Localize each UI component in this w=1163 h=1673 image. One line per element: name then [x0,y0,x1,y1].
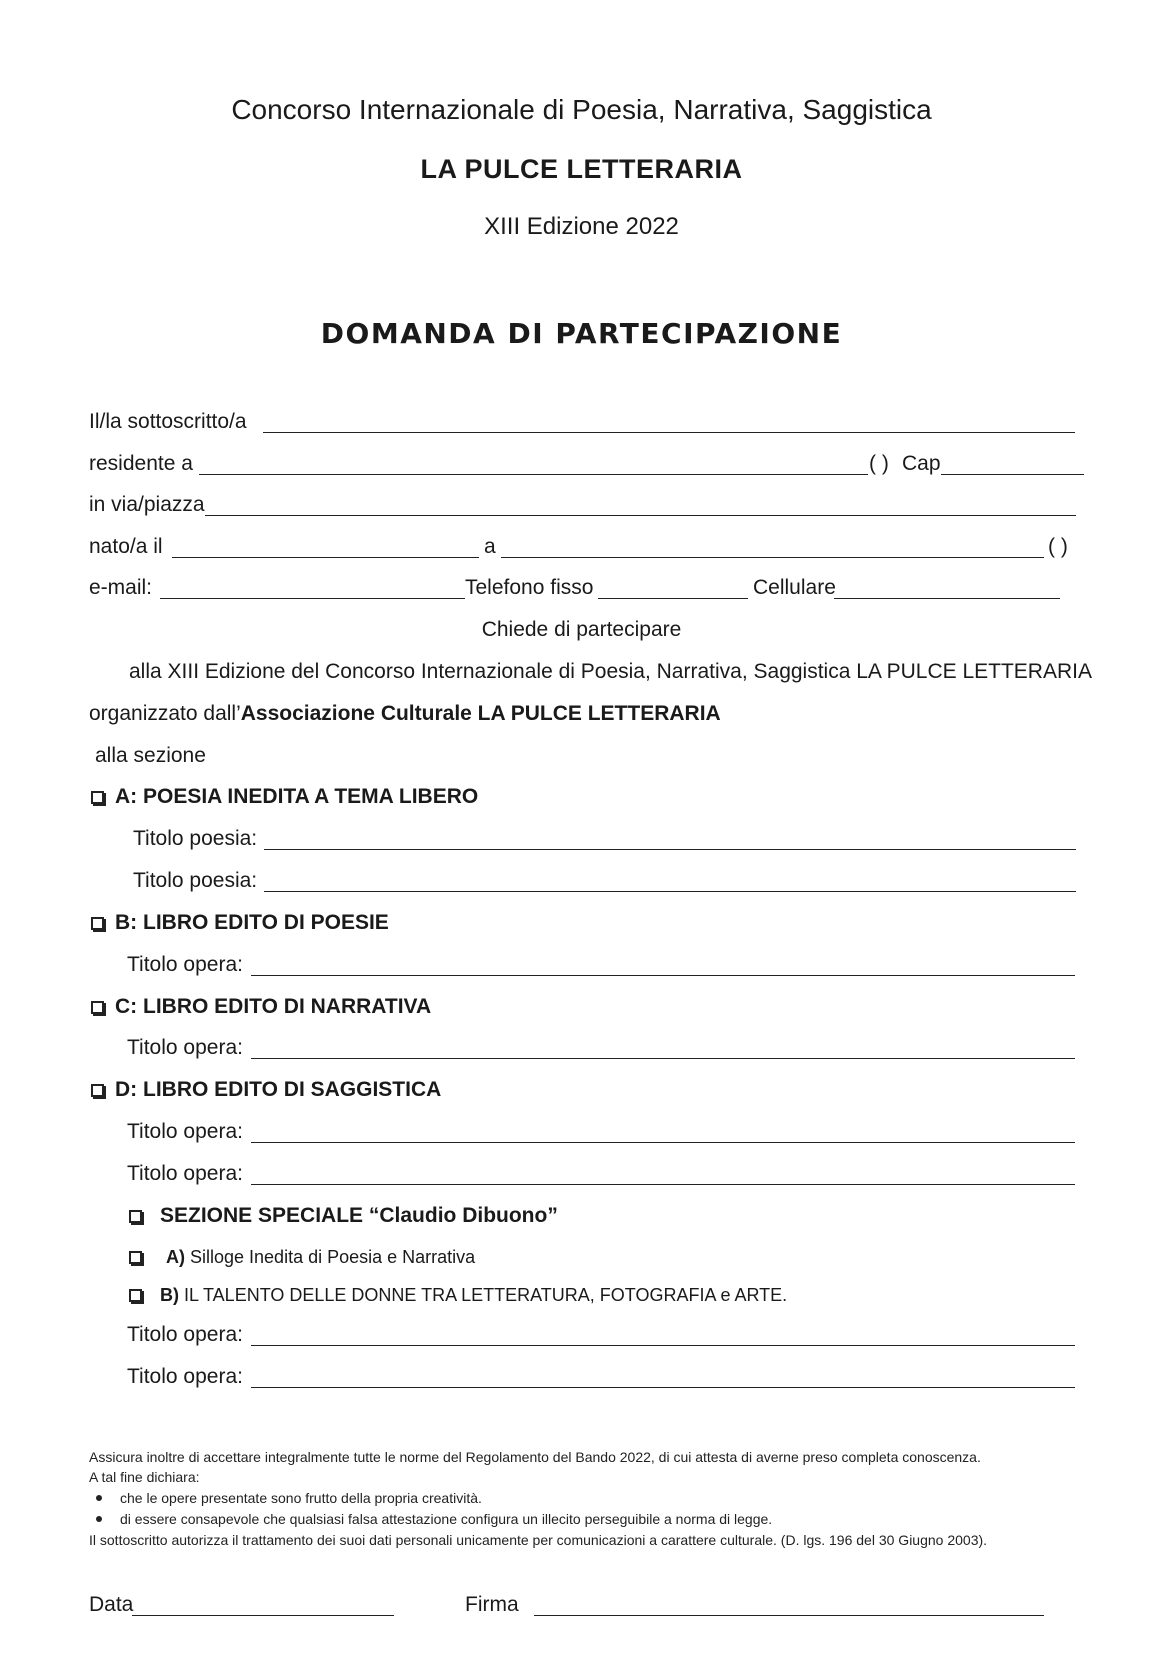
speciale-a-text: Silloge Inedita di Poesia e Narrativa [185,1247,476,1267]
titolo-opera-d-label-2: Titolo opera: [127,1162,243,1185]
titolo-opera-d-field-2[interactable] [251,1184,1075,1185]
titolo-opera-b-label: Titolo opera: [127,953,243,976]
sezione-speciale-checkbox[interactable] [129,1210,142,1223]
sezione-speciale-label: SEZIONE SPECIALE “Claudio Dibuono” [160,1204,558,1227]
residente-field[interactable] [199,474,868,475]
edizione-text: alla XIII Edizione del Concorso Internazionale di Poesia, Narrativa, Saggistica LA PULCE LETTERARIA [129,660,1092,683]
telefono-field[interactable] [598,598,748,599]
luogo-nascita-field[interactable] [501,557,1044,558]
organizzato-text [89,702,721,726]
alla-sezione-text: alla sezione [95,744,206,767]
titolo-opera-speciale-label-2: Titolo opera: [127,1365,243,1388]
bullet-item-1 [89,1490,482,1506]
section-d-checkbox[interactable] [91,1084,104,1097]
cap-field[interactable] [941,474,1084,475]
cellulare-field[interactable] [834,598,1060,599]
titolo-opera-c-field[interactable] [251,1058,1075,1059]
edition-label: XIII Edizione 2022 [484,213,679,240]
titolo-opera-d-field-1[interactable] [251,1142,1075,1143]
via-label: in via/piazza [89,493,205,516]
section-b-label: B: LIBRO EDITO DI POESIE [115,911,389,934]
speciale-b-text: IL TALENTO DELLE DONNE TRA LETTERATURA, FOTOGRAFIA e ARTE. [179,1285,788,1305]
section-c-label: C: LIBRO EDITO DI NARRATIVA [115,995,432,1018]
speciale-a-checkbox[interactable] [129,1251,142,1264]
firma-label: Firma [465,1593,519,1616]
section-c-checkbox[interactable] [91,1001,104,1014]
assicura-text: Assicura inoltre di accettare integralmente tutte le norme del Regolamento del Bando 2022, di cui attesta di averne preso completa conoscenza. [89,1449,981,1465]
cap-label: Cap [902,452,941,475]
speciale-b-letter: B) [160,1285,179,1305]
titolo-poesia-label-2: Titolo poesia: [133,869,258,892]
contest-title: Concorso Internazionale di Poesia, Narrativa, Saggistica [231,94,932,125]
provincia-nascita-paren: ( ) [1048,535,1068,558]
sottoscritto-label: Il/la sottoscritto/a [89,410,247,433]
bullet-icon [96,1495,102,1501]
section-b-checkbox[interactable] [91,917,104,930]
titolo-poesia-field-2[interactable] [264,891,1076,892]
organizzato-prefix: organizzato dall’ [89,702,241,725]
titolo-opera-d-label-1: Titolo opera: [127,1120,243,1143]
section-a-label: A: POESIA INEDITA A TEMA LIBERO [115,785,479,808]
section-b [91,911,389,935]
titolo-opera-c-label: Titolo opera: [127,1036,243,1059]
firma-field[interactable] [534,1615,1044,1616]
data-label: Data [89,1593,134,1616]
email-label: e-mail: [89,576,153,599]
nato-label: nato/a il [89,535,163,558]
chiede-text: Chiede di partecipare [481,618,682,641]
data-nascita-field[interactable] [172,557,479,558]
titolo-opera-speciale-field-1[interactable] [251,1345,1075,1346]
via-field[interactable] [205,515,1076,516]
email-field[interactable] [160,598,465,599]
section-c [91,995,431,1019]
organizzato-association: Associazione Culturale LA PULCE LETTERARIA [240,702,721,725]
data-field[interactable] [132,1615,394,1616]
titolo-opera-b-field[interactable] [251,975,1075,976]
speciale-a-letter: A) [166,1247,185,1267]
titolo-opera-speciale-label-1: Titolo opera: [127,1323,243,1346]
dichiara-text: A tal fine dichiara: [89,1469,200,1485]
telefono-label: Telefono fisso [465,576,594,599]
section-d [91,1078,441,1102]
titolo-poesia-field-1[interactable] [264,849,1076,850]
form-title: DOMANDA DI PARTECIPAZIONE [320,317,843,350]
speciale-b-checkbox[interactable] [129,1289,142,1302]
bullet-text-1: che le opere presentate sono frutto della propria creatività. [120,1490,482,1506]
section-a-checkbox[interactable] [91,791,104,804]
titolo-opera-speciale-field-2[interactable] [251,1387,1075,1388]
autorizza-text: Il sottoscritto autorizza il trattamento dei suoi dati personali unicamente per comunicazioni a carattere culturale. (D. lgs. 196 del 30 Giugno 2003). [89,1532,988,1548]
sottoscritto-field[interactable] [263,432,1075,433]
bullet-item-2 [89,1511,772,1527]
speciale-a [129,1247,475,1268]
titolo-poesia-label-1: Titolo poesia: [133,827,258,850]
cellulare-label: Cellulare [753,576,836,599]
section-a [91,785,478,809]
residente-label: residente a [89,452,193,475]
luogo-nascita-label: a [484,535,496,558]
speciale-b [129,1285,787,1306]
section-d-label: D: LIBRO EDITO DI SAGGISTICA [115,1078,442,1101]
bullet-text-2: di essere consapevole che qualsiasi falsa attestazione configura un illecito perseguibile a norma di legge. [120,1511,773,1527]
bullet-icon [96,1516,102,1522]
sezione-speciale [129,1204,558,1228]
provincia-paren: ( ) [869,452,889,475]
association-name: LA PULCE LETTERARIA [420,154,743,184]
